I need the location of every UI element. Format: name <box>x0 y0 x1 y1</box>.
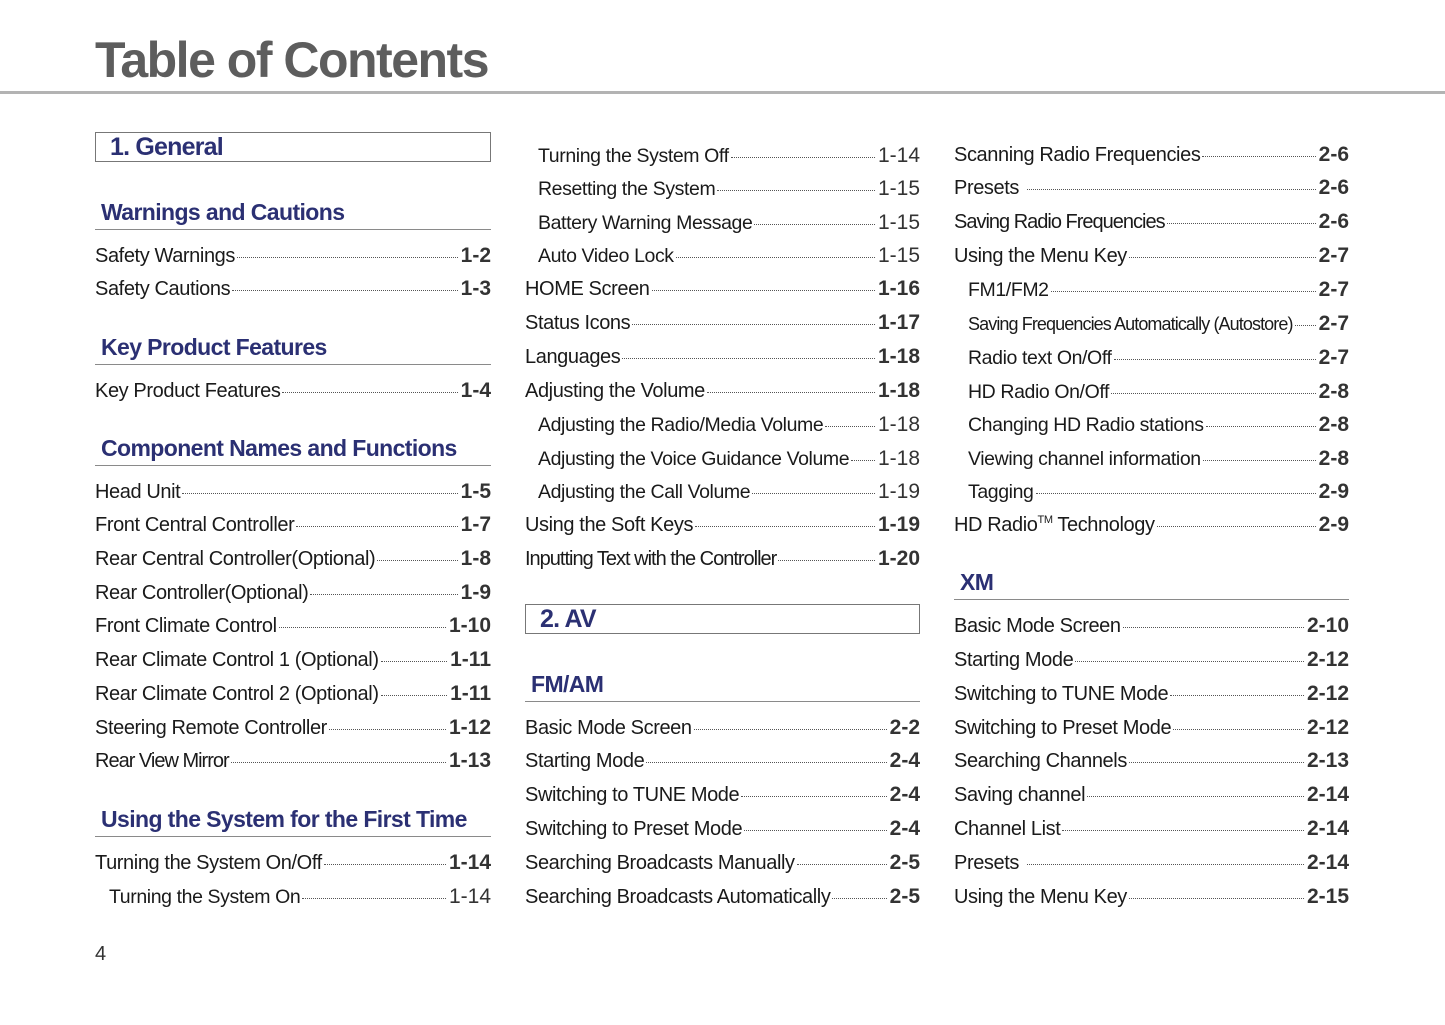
toc-entry-page: 2-6 <box>1318 143 1349 166</box>
toc-entry-page: 1-16 <box>877 277 920 300</box>
toc-entry-page: 1-18 <box>877 379 920 402</box>
toc-entry-page: 1-11 <box>450 648 491 671</box>
toc-entry-page: 2-4 <box>889 783 920 806</box>
toc-entry-page: 2-10 <box>1306 614 1349 637</box>
dot-leader <box>1051 291 1316 292</box>
toc-entry[interactable] <box>95 241 491 271</box>
toc-entry-label: FM1/FM2 <box>968 279 1049 301</box>
toc-entry-label: Rear View Mirror <box>95 750 229 772</box>
toc-entry-label: Resetting the System <box>538 178 716 200</box>
toc-entry-label: Head Unit <box>95 481 181 503</box>
toc-entry-label: Turning the System On/Off <box>95 852 322 874</box>
toc-entry-page: 2-6 <box>1318 210 1349 233</box>
toc-entry[interactable] <box>538 444 920 474</box>
toc-entry-label: Switching to TUNE Mode <box>525 784 740 806</box>
toc-entry[interactable] <box>538 208 920 238</box>
toc-entry-label: Searching Broadcasts Automatically <box>525 886 831 908</box>
toc-entry-page: 1-15 <box>877 177 920 200</box>
toc-entry[interactable] <box>968 309 1349 339</box>
toc-entry-label: Basic Mode Screen <box>525 717 692 739</box>
dot-leader <box>231 762 446 763</box>
toc-entry[interactable] <box>954 713 1349 743</box>
toc-entry[interactable] <box>954 746 1349 776</box>
toc-entry-page: 2-9 <box>1318 480 1349 503</box>
toc-entry-label: Presets <box>954 852 1020 874</box>
toc-entry[interactable] <box>954 780 1349 810</box>
toc-entry-label: Using the Menu Key <box>954 245 1127 267</box>
toc-entry-page: 2-14 <box>1306 817 1349 840</box>
section-first-time: Using the System for the First Time <box>95 805 491 837</box>
dot-leader <box>1129 762 1304 763</box>
toc-entry-label: Channel List <box>954 818 1061 840</box>
toc-entry[interactable] <box>525 274 920 304</box>
dot-leader <box>1087 796 1304 797</box>
toc-entry[interactable] <box>95 679 491 709</box>
toc-entry[interactable] <box>968 477 1349 507</box>
dot-leader <box>741 796 886 797</box>
dot-leader <box>707 392 875 393</box>
toc-entry-label: Safety Cautions <box>95 278 231 300</box>
toc-entry-page: 1-18 <box>877 345 920 368</box>
toc-entry-label: Battery Warning Message <box>538 212 753 234</box>
toc-entry-label: Rear Controller(Optional) <box>95 582 309 604</box>
toc-entry-label: Rear Climate Control 2 (Optional) <box>95 683 379 705</box>
dot-leader <box>310 594 457 595</box>
toc-entry[interactable] <box>954 140 1349 170</box>
dot-leader <box>717 190 875 191</box>
toc-entry-label: HD Radio On/Off <box>968 381 1110 403</box>
dot-leader <box>622 358 875 359</box>
toc-entry[interactable] <box>954 241 1349 271</box>
dot-leader <box>1123 627 1304 628</box>
dot-leader <box>324 864 446 865</box>
toc-entry-label: Key Product Features <box>95 380 281 402</box>
toc-entry-page: 1-12 <box>448 716 491 739</box>
toc-entry-label: Saving Frequencies Automatically (Autostore) <box>968 314 1293 334</box>
toc-entry[interactable] <box>538 241 920 271</box>
toc-entry-page: 2-5 <box>889 885 920 908</box>
toc-entry[interactable] <box>95 713 491 743</box>
toc-entry-page: 2-14 <box>1306 851 1349 874</box>
dot-leader <box>232 290 457 291</box>
toc-entry-page: 2-5 <box>889 851 920 874</box>
dot-leader <box>1111 393 1316 394</box>
toc-entry-page: 2-15 <box>1306 885 1349 908</box>
toc-entry-label: Inputting Text with the Controller <box>525 548 777 570</box>
toc-entry-page: 1-13 <box>448 749 491 772</box>
chapter-general-heading: 1. General <box>95 132 491 162</box>
dot-leader <box>1075 661 1304 662</box>
dot-leader <box>694 729 887 730</box>
toc-entry[interactable] <box>538 410 920 440</box>
toc-entry[interactable] <box>525 713 920 743</box>
toc-entry[interactable] <box>109 882 491 912</box>
toc-entry-page: 2-7 <box>1318 278 1349 301</box>
dot-leader <box>797 864 887 865</box>
chapter-av-heading: 2. AV <box>525 604 920 634</box>
toc-entry[interactable] <box>954 882 1349 912</box>
toc-entry-label: Searching Broadcasts Manually <box>525 852 795 874</box>
dot-leader <box>1114 359 1316 360</box>
toc-entry-page: 1-18 <box>877 413 920 436</box>
dot-leader <box>695 526 875 527</box>
toc-entry-label: Turning the System On <box>109 886 301 908</box>
toc-entry-label: Steering Remote Controller <box>95 717 327 739</box>
toc-entry[interactable] <box>954 207 1349 237</box>
dot-leader <box>1129 898 1304 899</box>
toc-entry[interactable] <box>95 544 491 574</box>
toc-entry-label: Searching Channels <box>954 750 1127 772</box>
dot-leader <box>1157 526 1316 527</box>
toc-entry[interactable] <box>538 141 920 171</box>
toc-entry[interactable] <box>95 746 491 776</box>
toc-entry-label: Tagging <box>968 481 1034 503</box>
dot-leader <box>302 898 446 899</box>
toc-entry-label: Adjusting the Volume <box>525 380 705 402</box>
toc-entry-label: Radio text On/Off <box>968 347 1112 369</box>
toc-entry[interactable] <box>525 510 920 540</box>
toc-entry-label: Languages <box>525 346 621 368</box>
toc-entry-label: Saving channel <box>954 784 1086 806</box>
hd-radio-text: HD Radio <box>954 514 1038 536</box>
toc-entry-label: Using the Soft Keys <box>525 514 694 536</box>
dot-leader <box>632 324 875 325</box>
toc-entry-label: Switching to Preset Mode <box>525 818 743 840</box>
toc-entry-label: Changing HD Radio stations <box>968 414 1204 436</box>
toc-entry[interactable] <box>525 848 920 878</box>
toc-entry-page: 2-7 <box>1318 312 1349 335</box>
toc-entry[interactable] <box>954 814 1349 844</box>
toc-entry-label: Safety Warnings <box>95 245 235 267</box>
toc-entry[interactable] <box>525 746 920 776</box>
toc-entry-page: 1-5 <box>460 480 491 503</box>
toc-entry[interactable] <box>95 578 491 608</box>
toc-entry-label: Front Central Controller <box>95 514 295 536</box>
dot-leader <box>1036 493 1316 494</box>
toc-entry-label: Basic Mode Screen <box>954 615 1121 637</box>
toc-entry-label: Adjusting the Radio/Media Volume <box>538 414 824 436</box>
dot-leader <box>1170 695 1304 696</box>
dot-leader <box>1027 189 1316 190</box>
dot-leader <box>1173 729 1304 730</box>
toc-entry[interactable] <box>525 308 920 338</box>
toc-entry-page: 1-14 <box>448 851 491 874</box>
dot-leader <box>646 762 886 763</box>
toc-entry[interactable] <box>95 848 491 878</box>
toc-entry-label: Rear Climate Control 1 (Optional) <box>95 649 379 671</box>
toc-entry-label: Starting Mode <box>954 649 1074 671</box>
toc-entry[interactable] <box>954 679 1349 709</box>
toc-entry[interactable] <box>95 611 491 641</box>
toc-entry-label: Using the Menu Key <box>954 886 1127 908</box>
toc-entry[interactable] <box>968 377 1349 407</box>
page-number: 4 <box>95 943 107 965</box>
toc-entry-page: 2-7 <box>1318 346 1349 369</box>
dot-leader <box>1027 864 1304 865</box>
dot-leader <box>676 257 875 258</box>
toc-entry-page: 2-12 <box>1306 716 1349 739</box>
toc-entry-page: 1-7 <box>460 513 491 536</box>
toc-entry-label: Starting Mode <box>525 750 645 772</box>
toc-entry[interactable] <box>968 444 1349 474</box>
toc-entry-page: 2-12 <box>1306 648 1349 671</box>
toc-entry-page: 1-14 <box>448 885 491 908</box>
toc-entry-page: 2-7 <box>1318 244 1349 267</box>
toc-entry-page: 1-8 <box>460 547 491 570</box>
toc-entry-page: 2-4 <box>889 749 920 772</box>
dot-leader <box>1206 426 1316 427</box>
toc-entry-page: 1-9 <box>460 581 491 604</box>
toc-entry[interactable] <box>525 882 920 912</box>
dot-leader <box>237 257 458 258</box>
toc-entry[interactable] <box>954 645 1349 675</box>
toc-entry-page: 1-11 <box>450 682 491 705</box>
toc-entry-label: Front Climate Control <box>95 615 277 637</box>
dot-leader <box>282 392 457 393</box>
toc-entry-page: 2-8 <box>1318 413 1349 436</box>
dot-leader <box>279 627 446 628</box>
toc-entry-page: 2-12 <box>1306 682 1349 705</box>
toc-entry[interactable] <box>525 814 920 844</box>
toc-entry[interactable] <box>95 510 491 540</box>
page-title: Table of Contents <box>95 32 489 88</box>
dot-leader <box>381 661 448 662</box>
toc-entry-page: 1-2 <box>460 244 491 267</box>
toc-entry-label: Saving Radio Frequencies <box>954 211 1165 233</box>
toc-entry[interactable] <box>95 645 491 675</box>
toc-entry-page: 2-14 <box>1306 783 1349 806</box>
toc-entry[interactable] <box>95 274 491 304</box>
toc-entry[interactable] <box>968 343 1349 373</box>
toc-entry-page: 1-20 <box>877 547 920 570</box>
toc-entry-label: Auto Video Lock <box>538 245 674 267</box>
dot-leader <box>778 560 875 561</box>
toc-entry-page: 1-4 <box>460 379 491 402</box>
toc-entry-page: 2-2 <box>889 716 920 739</box>
toc-entry[interactable] <box>525 780 920 810</box>
dot-leader <box>296 526 457 527</box>
section-component-names: Component Names and Functions <box>95 434 491 466</box>
dot-leader <box>825 426 875 427</box>
toc-entry-label: Adjusting the Call Volume <box>538 481 751 503</box>
dot-leader <box>1129 257 1316 258</box>
toc-entry-label: Rear Central Controller(Optional) <box>95 548 376 570</box>
toc-entry[interactable] <box>954 173 1349 203</box>
toc-entry-page: 1-19 <box>877 480 920 503</box>
dot-leader <box>652 290 875 291</box>
dot-leader <box>1203 460 1316 461</box>
section-warnings-cautions: Warnings and Cautions <box>95 198 491 230</box>
toc-entry[interactable] <box>968 410 1349 440</box>
dot-leader <box>1167 223 1316 224</box>
dot-leader <box>752 493 875 494</box>
toc-entry-page: 2-6 <box>1318 176 1349 199</box>
toc-entry-label <box>954 510 1155 543</box>
toc-entry[interactable] <box>954 848 1349 878</box>
toc-entry-page: 2-4 <box>889 817 920 840</box>
toc-entry[interactable] <box>95 477 491 507</box>
toc-entry-label: Viewing channel information <box>968 448 1201 470</box>
toc-entry[interactable] <box>525 544 920 574</box>
dot-leader <box>851 460 875 461</box>
toc-entry-label: Scanning Radio Frequencies <box>954 144 1201 166</box>
title-divider <box>0 91 1445 94</box>
toc-entry[interactable] <box>954 611 1349 641</box>
toc-entry-page: 1-14 <box>877 144 920 167</box>
toc-entry-label: Turning the System Off <box>538 145 729 167</box>
dot-leader <box>754 224 875 225</box>
toc-entry-page: 1-15 <box>877 244 920 267</box>
dot-leader <box>744 830 886 831</box>
toc-entry-page: 1-19 <box>877 513 920 536</box>
toc-entry[interactable] <box>968 275 1349 305</box>
toc-entry-label: Presets <box>954 177 1020 199</box>
toc-entry[interactable] <box>525 342 920 372</box>
dot-leader <box>329 729 446 730</box>
dot-leader <box>182 493 457 494</box>
toc-entry[interactable] <box>95 376 491 406</box>
toc-entry-page: 1-15 <box>877 211 920 234</box>
toc-entry-label: Adjusting the Voice Guidance Volume <box>538 448 850 470</box>
toc-entry[interactable] <box>538 477 920 507</box>
toc-entry-label: Switching to Preset Mode <box>954 717 1172 739</box>
toc-entry-page: 1-3 <box>460 277 491 300</box>
toc-entry-page: 2-9 <box>1318 513 1349 536</box>
technology-text: Technology <box>1052 514 1155 536</box>
toc-entry-page: 2-8 <box>1318 380 1349 403</box>
section-xm: XM <box>954 568 1349 600</box>
dot-leader <box>832 898 886 899</box>
section-key-product-features: Key Product Features <box>95 333 491 365</box>
toc-entry-label: Status Icons <box>525 312 631 334</box>
section-fm-am: FM/AM <box>525 670 920 702</box>
dot-leader <box>1202 156 1315 157</box>
toc-entry-label: HOME Screen <box>525 278 650 300</box>
toc-entry-page: 2-13 <box>1306 749 1349 772</box>
toc-entry-page: 2-8 <box>1318 447 1349 470</box>
toc-entry-page: 1-18 <box>877 447 920 470</box>
toc-entry-label: Switching to TUNE Mode <box>954 683 1169 705</box>
toc-entry-page: 1-10 <box>448 614 491 637</box>
toc-entry[interactable] <box>525 376 920 406</box>
dot-leader <box>1295 325 1316 326</box>
toc-entry[interactable] <box>538 174 920 204</box>
dot-leader <box>1062 830 1304 831</box>
dot-leader <box>731 157 875 158</box>
toc-entry[interactable] <box>954 510 1349 540</box>
dot-leader <box>377 560 457 561</box>
dot-leader <box>381 695 448 696</box>
toc-entry-page: 1-17 <box>877 311 920 334</box>
trademark-mark: TM <box>1037 514 1053 526</box>
